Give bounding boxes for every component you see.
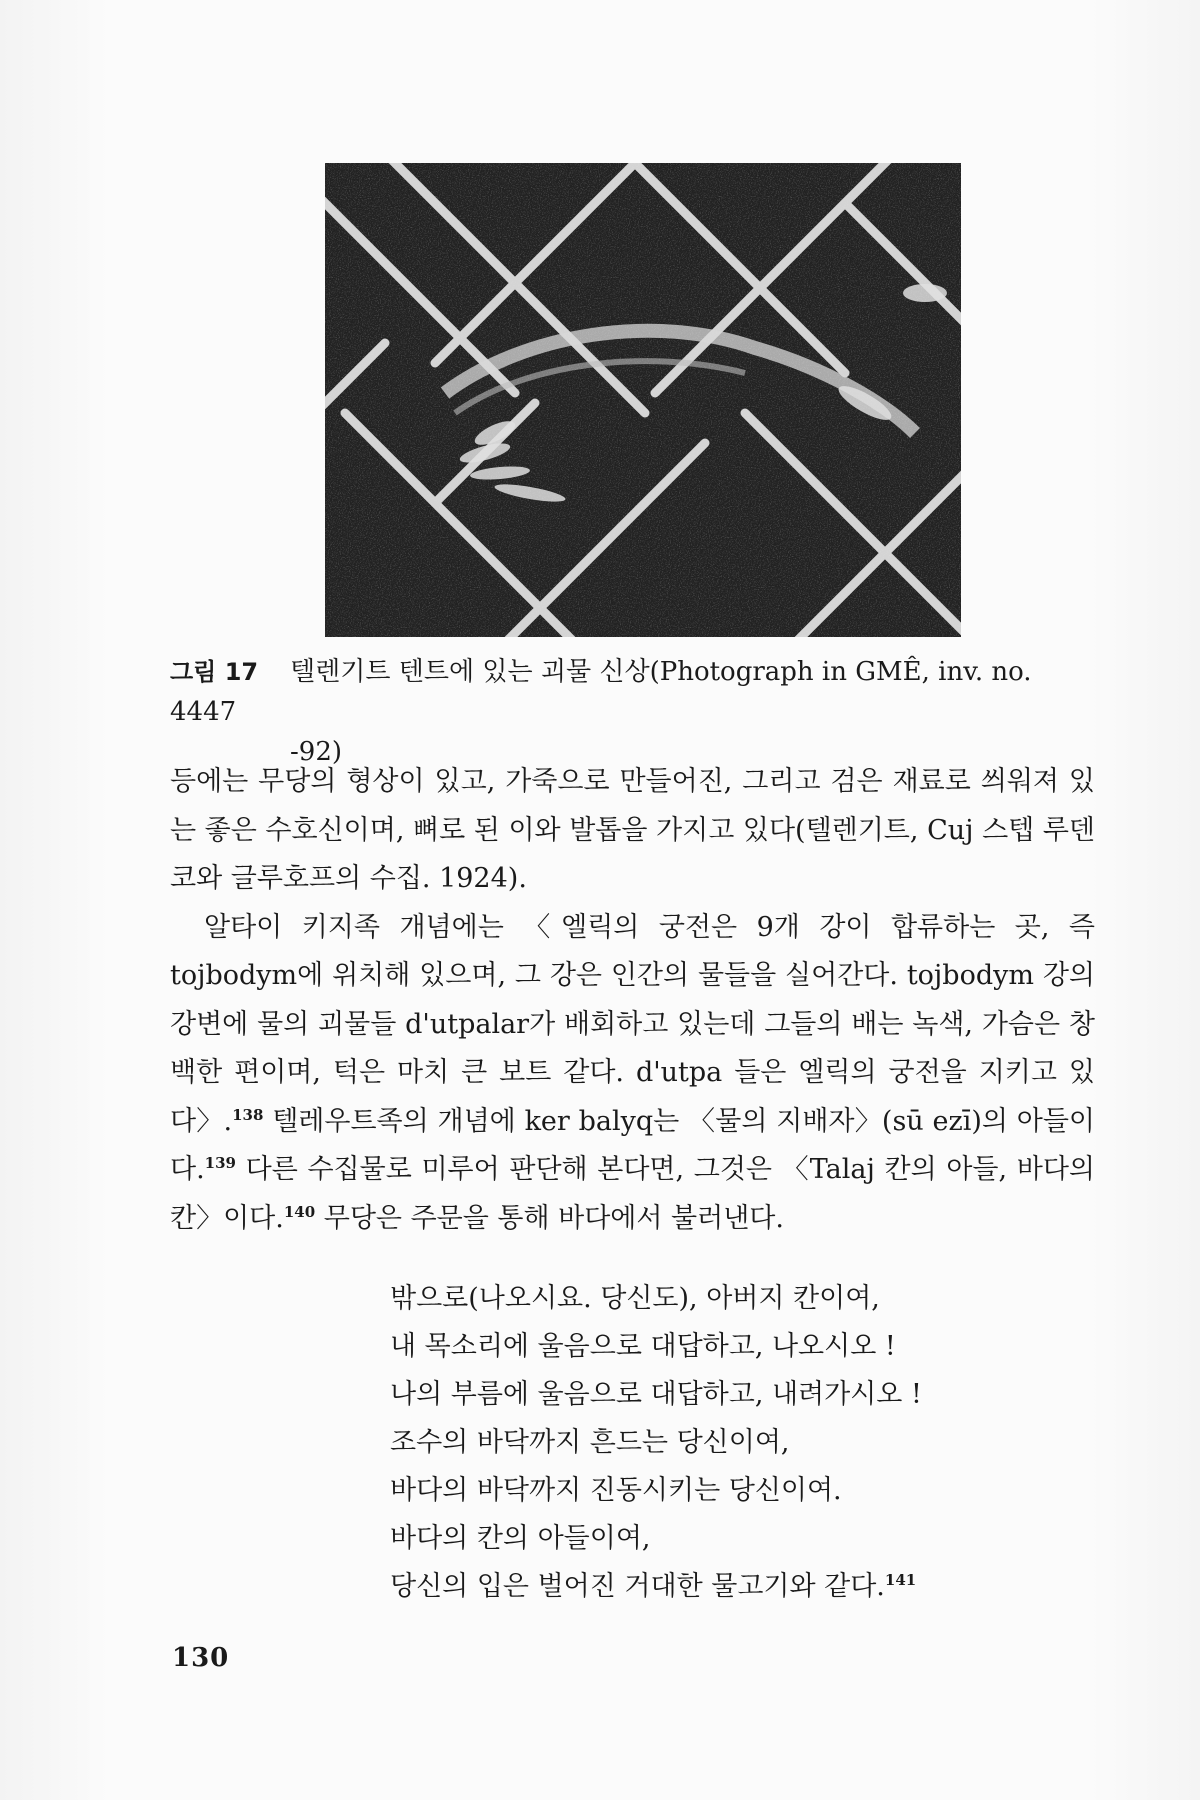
footnote-ref-140: 140 <box>283 1202 316 1221</box>
figure-label: 그림 17 <box>170 658 259 686</box>
page-number: 130 <box>172 1643 230 1673</box>
paragraph-2-text-b: 텔레우트족의 개념에 ker balyq는 〈물의 지배자〉(sū ezī)의 아들이다. <box>170 1105 1095 1185</box>
paragraph-2-text-a: 알타이 키지족 개념에는 〈엘릭의 궁전은 9개 강이 합류하는 곳, 즉 tojbodym에 위치해 있으며, 그 강은 인간의 물들을 실어간다. tojbodym 강의 강변에 물의 괴물들 d'utpalar가 배회하고 있는데 그들의 배는 녹색, 가슴은 창백한 편이며, 턱은 마치 큰 보트 같다. d'utpa 들은 엘릭의 궁전을 지키고 있다〉. <box>170 911 1095 1137</box>
paragraph-1 <box>170 758 1095 904</box>
poem-line: 조수의 바닥까지 흔드는 당신이여, <box>390 1427 790 1458</box>
footnote-ref-138: 138 <box>232 1105 264 1124</box>
poem-line: 나의 부름에 울음으로 대답하고, 내려가시오 ! <box>390 1379 922 1410</box>
figure-caption <box>170 652 1090 772</box>
poem-line-last <box>390 1563 1110 1611</box>
poem-line: 밖으로(나오시요. 당신도), 아버지 칸이여, <box>390 1283 880 1314</box>
footnote-ref-141: 141 <box>884 1571 917 1589</box>
figure-photograph <box>325 163 961 637</box>
poem-line: 내 목소리에 울음으로 대답하고, 나오시오 ! <box>390 1331 896 1362</box>
poem-line: 바다의 바닥까지 진동시키는 당신이여. <box>390 1475 842 1506</box>
body-text <box>170 758 1095 1243</box>
paragraph-2 <box>170 904 1095 1244</box>
poem-line: 바다의 칸의 아들이여, <box>390 1523 651 1554</box>
figure-caption-line-2: -92) <box>290 737 343 767</box>
figure-caption-line-1: 텔렌기트 텐트에 있는 괴물 신상(Photograph in GMÊ, inv. no. 4447 <box>170 657 1032 727</box>
poem-block <box>390 1275 1110 1611</box>
poem-line-text: 당신의 입은 벌어진 거대한 물고기와 같다. <box>390 1571 885 1602</box>
paragraph-1-text: 등에는 무당의 형상이 있고, 가죽으로 만들어진, 그리고 검은 재료로 씌워져 있는 좋은 수호신이며, 뼈로 된 이와 발톱을 가지고 있다(텔렌기트, Cuj 스텝 루덴코와 글루호프의 수집. 1924). <box>170 766 1095 894</box>
paragraph-2-text-d: 무당은 주문을 통해 바다에서 불러낸다. <box>315 1202 784 1234</box>
paragraph-2-text-c: 다른 수집물로 미루어 판단해 본다면, 그것은 〈Talaj 칸의 아들, 바다의 칸〉이다. <box>170 1154 1095 1234</box>
footnote-ref-139: 139 <box>204 1154 236 1172</box>
